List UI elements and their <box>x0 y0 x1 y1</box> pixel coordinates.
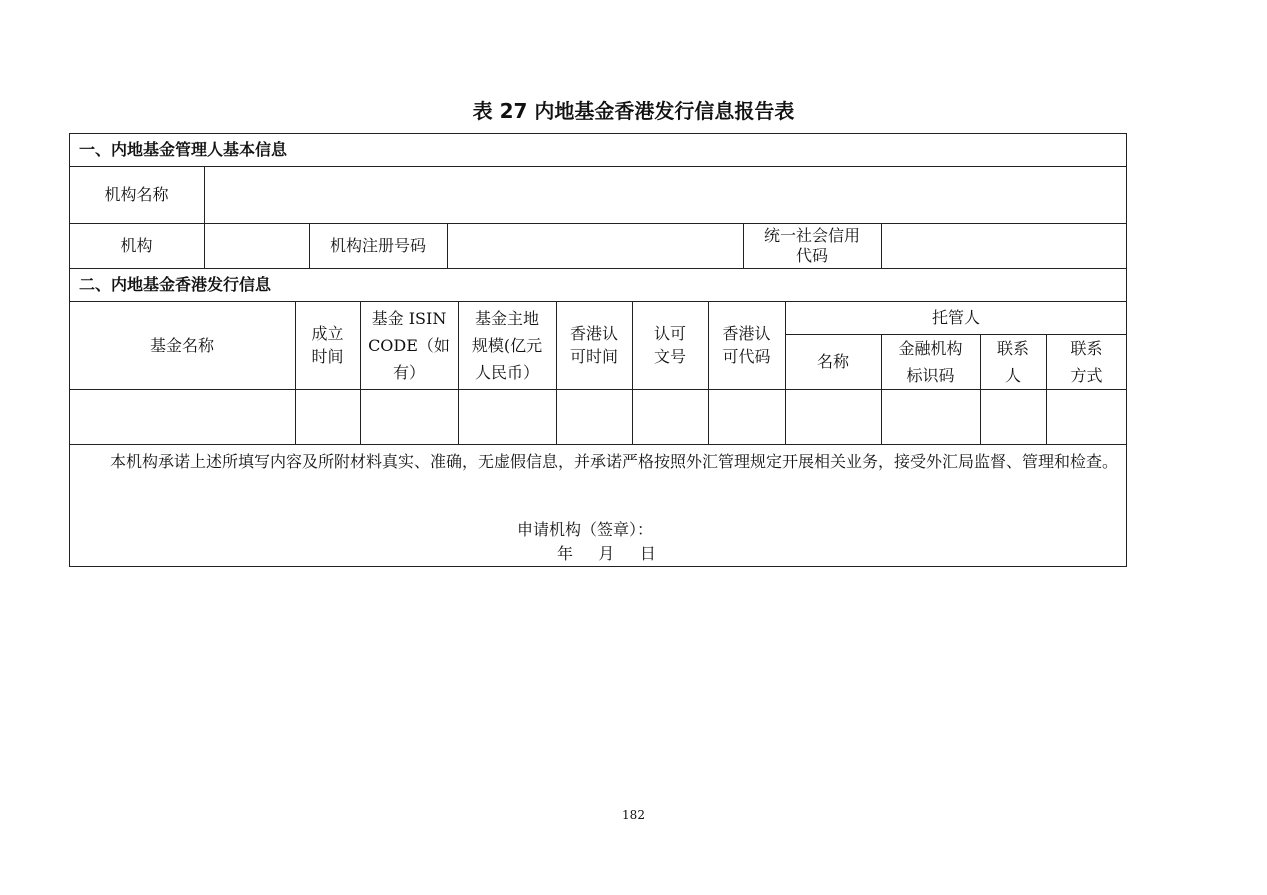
credit-code-field[interactable] <box>881 223 1127 268</box>
declaration-text: 本机构承诺上述所填写内容及所附材料真实、准确，无虚假信息，并承诺严格按照外汇管理规定开展相关业务，接受外汇局监督、管理和检查。 <box>110 452 1119 471</box>
section-heading-basic-info: 一、内地基金管理人基本信息 <box>79 140 288 159</box>
isin-code-field[interactable] <box>360 389 458 444</box>
col-established-time: 成立 时间 <box>311 324 344 366</box>
institution-name-field[interactable] <box>204 166 1127 223</box>
rule <box>69 444 1127 445</box>
col-custodian-contact-method: 联系 方式 <box>1070 338 1103 385</box>
col-auth-number: 认可 文号 <box>653 324 686 366</box>
institution-label: 机构 <box>120 236 153 255</box>
col-hk-auth-code: 香港认 可代码 <box>722 324 771 366</box>
col-isin-code: 基金 ISIN CODE（如 有） <box>368 308 450 382</box>
custodian-fin-code-field[interactable] <box>881 389 980 444</box>
credit-code-label: 统一社会信用 代码 <box>763 225 860 265</box>
custodian-name-field[interactable] <box>785 389 881 444</box>
rule <box>69 268 1127 269</box>
institution-name-label: 机构名称 <box>104 185 169 204</box>
hk-auth-time-field[interactable] <box>556 389 632 444</box>
custodian-contact-method-field[interactable] <box>1046 389 1127 444</box>
col-custodian-contact: 联系 人 <box>996 338 1029 385</box>
institution-field[interactable] <box>204 223 309 268</box>
custodian-contact-field[interactable] <box>980 389 1046 444</box>
hk-auth-code-field[interactable] <box>708 389 785 444</box>
page-number: 182 <box>622 808 645 822</box>
auth-number-field[interactable] <box>632 389 708 444</box>
col-hk-auth-time: 香港认 可时间 <box>569 324 618 366</box>
page-title: 表 27 内地基金香港发行信息报告表 <box>472 99 795 123</box>
col-fund-name: 基金名称 <box>149 335 214 355</box>
registration-number-field[interactable] <box>447 223 743 268</box>
section-heading-hk-issuance: 二、内地基金香港发行信息 <box>79 275 272 294</box>
applicant-signature-label: 申请机构（签章）： <box>517 520 654 539</box>
fund-name-field[interactable] <box>69 389 295 444</box>
col-fund-scale: 基金主地 规模(亿元 人民币） <box>471 308 543 382</box>
col-custodian-name: 名称 <box>816 352 849 371</box>
fund-scale-field[interactable] <box>458 389 556 444</box>
col-custodian-fin-code: 金融机构 标识码 <box>898 338 963 385</box>
established-time-field[interactable] <box>295 389 360 444</box>
col-custodian: 托管人 <box>931 308 980 327</box>
signature-date: 年 月 日 <box>557 544 656 563</box>
registration-number-label: 机构注册号码 <box>329 236 426 255</box>
